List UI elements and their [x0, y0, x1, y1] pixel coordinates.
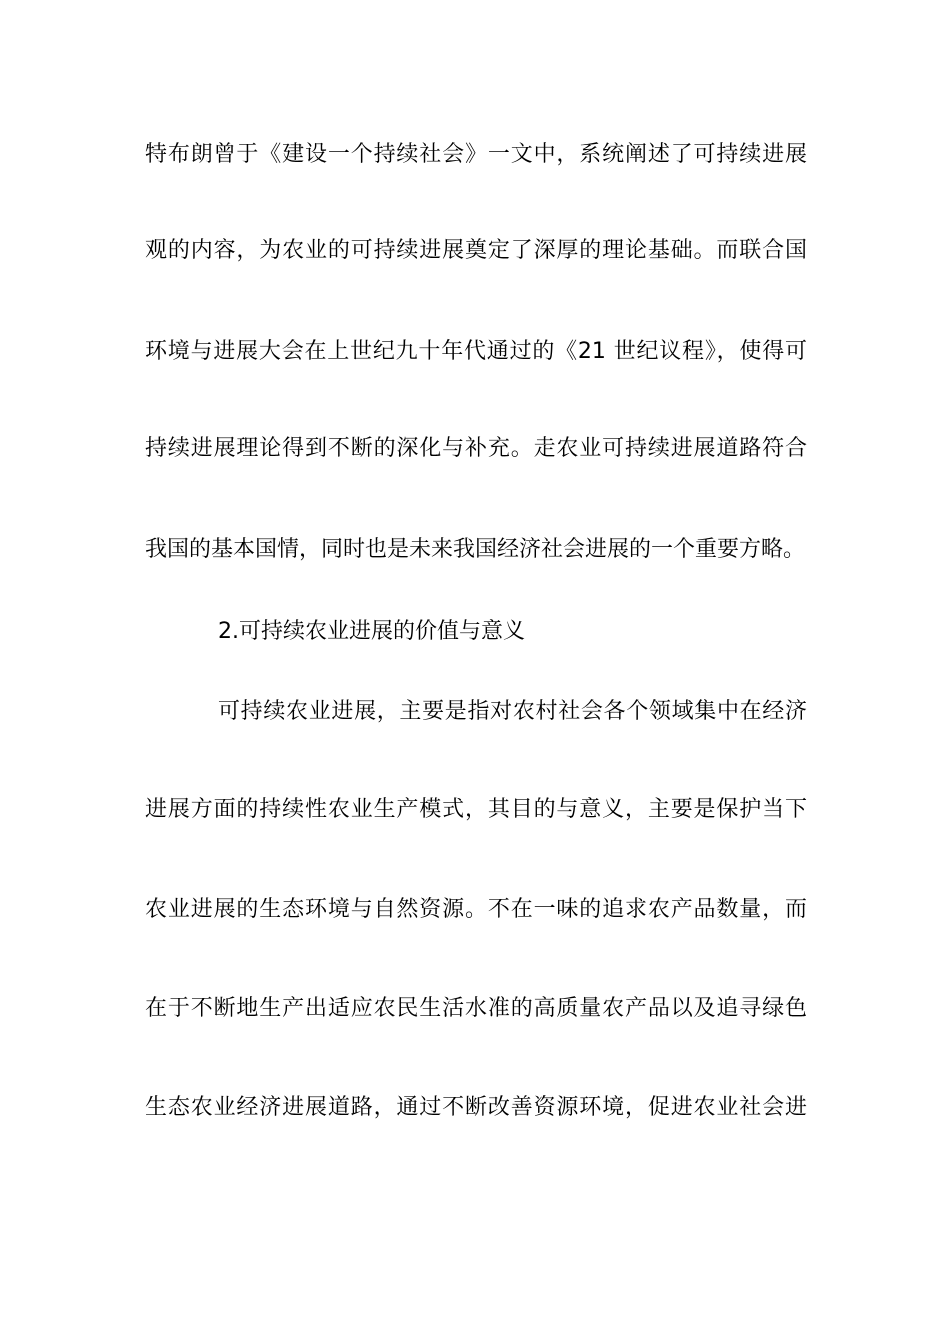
paragraph-2-line-5: 生态农业经济进展道路，通过不断改善资源环境，促进农业社会进 — [145, 1095, 807, 1120]
paragraph-2-line-2: 进展方面的持续性农业生产模式，其目的与意义，主要是保护当下 — [145, 797, 807, 822]
paragraph-2-line-1: 可持续农业进展，主要是指对农村社会各个领域集中在经济 — [218, 699, 807, 724]
paragraph-1-line-2: 观的内容，为农业的可持续进展奠定了深厚的理论基础。而联合国 — [145, 238, 807, 263]
paragraph-1-line-1: 特布朗曾于《建设一个持续社会》一文中，系统阐述了可持续进展 — [145, 142, 807, 167]
paragraph-2-line-3: 农业进展的生态环境与自然资源。不在一味的追求农产品数量，而 — [145, 897, 807, 922]
paragraph-2-line-4: 在于不断地生产出适应农民生活水准的高质量农产品以及追寻绿色 — [145, 996, 807, 1021]
paragraph-1-line-3: 环境与进展大会在上世纪九十年代通过的《21 世纪议程》，使得可 — [145, 339, 807, 364]
paragraph-1-line-5: 我国的基本国情，同时也是未来我国经济社会进展的一个重要方略。 — [145, 537, 806, 562]
paragraph-1-line-4: 持续进展理论得到不断的深化与补充。走农业可持续进展道路符合 — [145, 436, 807, 461]
section-heading: 2.可持续农业进展的价值与意义 — [218, 619, 525, 644]
